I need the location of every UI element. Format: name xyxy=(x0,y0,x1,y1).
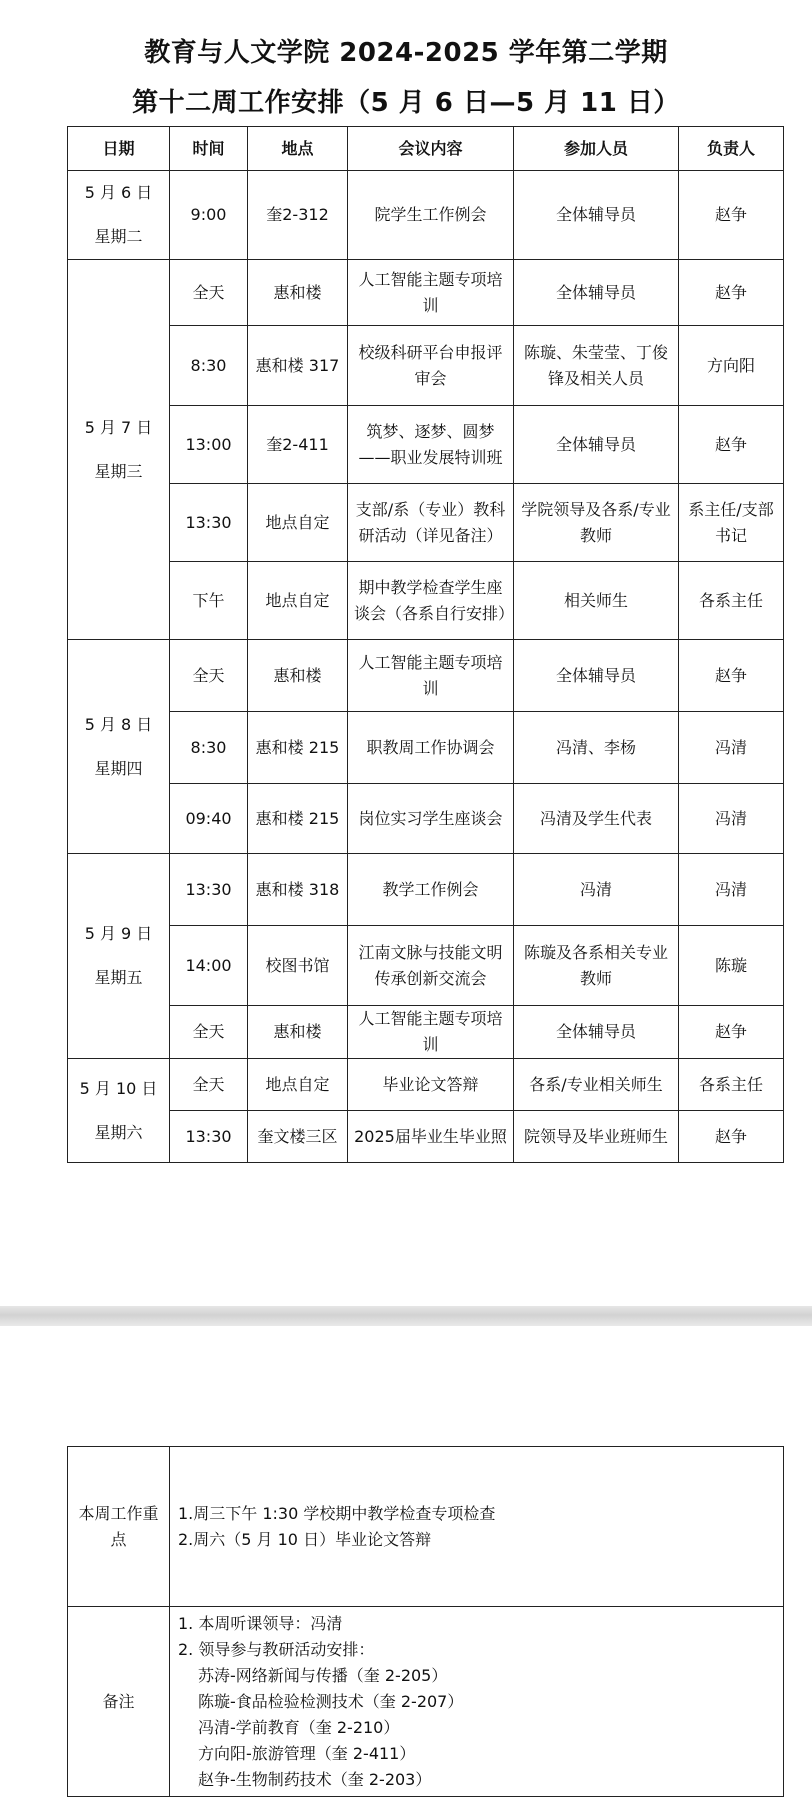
table-row xyxy=(68,1006,784,1059)
focus-item: 2.周六（5 月 10 日）毕业论文答辩 xyxy=(178,1529,432,1549)
people-cell: 全体辅导员 xyxy=(514,640,679,712)
table-row xyxy=(68,484,784,562)
notes-item: 陈璇-食品检验检测技术（奎 2-207） xyxy=(198,1691,464,1711)
place-cell: 惠和楼 xyxy=(248,1006,348,1059)
table-row xyxy=(68,406,784,484)
time-cell: 全天 xyxy=(170,640,248,712)
time-cell: 14:00 xyxy=(170,926,248,1006)
focus-item: 1.周三下午 1:30 学校期中教学检查专项检查 xyxy=(178,1503,496,1523)
notes-item: 方向阳-旅游管理（奎 2-411） xyxy=(198,1743,416,1763)
weekday-text: 星期三 xyxy=(94,461,143,481)
summary-table xyxy=(67,1446,784,1797)
table-row xyxy=(68,562,784,640)
date-cell xyxy=(68,260,170,640)
lead-cell: 赵争 xyxy=(679,640,784,712)
header-content: 会议内容 xyxy=(348,127,514,171)
date-text: 5 月 10 日 xyxy=(79,1078,158,1098)
people-cell: 全体辅导员 xyxy=(514,171,679,260)
time-cell: 全天 xyxy=(170,260,248,326)
weekday-text: 星期五 xyxy=(94,968,143,987)
lead-cell: 赵争 xyxy=(679,1111,784,1163)
weekday-text: 星期六 xyxy=(94,1122,143,1142)
lead-cell: 各系主任 xyxy=(679,1059,784,1111)
lead-cell: 冯清 xyxy=(679,784,784,854)
header-lead: 负责人 xyxy=(679,127,784,171)
table-row xyxy=(68,1059,784,1111)
content-cell: 筑梦、逐梦、圆梦——职业发展特训班 xyxy=(348,406,514,484)
time-cell: 13:00 xyxy=(170,406,248,484)
notes-content xyxy=(170,1607,784,1797)
content-cell: 人工智能主题专项培训 xyxy=(348,1006,514,1059)
notes-item: 冯清-学前教育（奎 2-210） xyxy=(198,1717,400,1737)
notes-row xyxy=(68,1607,784,1797)
people-cell: 冯清及学生代表 xyxy=(514,784,679,854)
focus-row xyxy=(68,1447,784,1607)
notes-label: 备注 xyxy=(68,1607,170,1797)
content-cell: 支部/系（专业）教科研活动（详见备注） xyxy=(348,484,514,562)
table-row xyxy=(68,854,784,926)
place-cell: 惠和楼 317 xyxy=(248,326,348,406)
lead-cell: 陈璇 xyxy=(679,926,784,1006)
content-cell: 江南文脉与技能文明传承创新交流会 xyxy=(348,926,514,1006)
notes-item: 赵争-生物制药技术（奎 2-203） xyxy=(198,1769,432,1789)
place-cell: 奎文楼三区 xyxy=(248,1111,348,1163)
table-row xyxy=(68,712,784,784)
page-2 xyxy=(0,1326,812,1818)
lead-cell: 赵争 xyxy=(679,406,784,484)
weekday-text: 星期二 xyxy=(94,227,143,246)
people-cell: 陈璇及各系相关专业教师 xyxy=(514,926,679,1006)
place-cell: 校图书馆 xyxy=(248,926,348,1006)
time-cell: 8:30 xyxy=(170,712,248,784)
place-cell: 地点自定 xyxy=(248,1059,348,1111)
lead-cell: 赵争 xyxy=(679,1006,784,1059)
date-cell xyxy=(68,171,170,260)
people-cell: 冯清、李杨 xyxy=(514,712,679,784)
people-cell: 各系/专业相关师生 xyxy=(514,1059,679,1111)
time-cell: 全天 xyxy=(170,1006,248,1059)
content-cell: 校级科研平台申报评审会 xyxy=(348,326,514,406)
place-cell: 惠和楼 215 xyxy=(248,784,348,854)
place-cell: 惠和楼 318 xyxy=(248,854,348,926)
table-row xyxy=(68,640,784,712)
date-text: 5 月 7 日 xyxy=(84,417,153,437)
time-cell: 13:30 xyxy=(170,1111,248,1163)
table-row xyxy=(68,171,784,260)
people-cell: 陈璇、朱莹莹、丁俊锋及相关人员 xyxy=(514,326,679,406)
people-cell: 全体辅导员 xyxy=(514,406,679,484)
people-cell: 相关师生 xyxy=(514,562,679,640)
people-cell: 全体辅导员 xyxy=(514,260,679,326)
table-header-row xyxy=(68,127,784,171)
notes-line: 1. 本周听课领导：冯清 xyxy=(178,1613,343,1633)
page-separator xyxy=(0,1306,812,1326)
date-cell xyxy=(68,1059,170,1163)
place-cell: 地点自定 xyxy=(248,562,348,640)
place-cell: 奎2-411 xyxy=(248,406,348,484)
place-cell: 惠和楼 215 xyxy=(248,712,348,784)
table-row xyxy=(68,1111,784,1163)
notes-line: 2. 领导参与教研活动安排： xyxy=(178,1639,375,1659)
lead-cell: 系主任/支部书记 xyxy=(679,484,784,562)
lead-cell: 冯清 xyxy=(679,712,784,784)
place-cell: 奎2-312 xyxy=(248,171,348,260)
focus-label: 本周工作重点 xyxy=(68,1447,170,1607)
schedule-table xyxy=(67,126,784,1163)
people-cell: 学院领导及各系/专业教师 xyxy=(514,484,679,562)
header-date: 日期 xyxy=(68,127,170,171)
date-text: 5 月 8 日 xyxy=(84,714,153,734)
place-cell: 地点自定 xyxy=(248,484,348,562)
lead-cell: 各系主任 xyxy=(679,562,784,640)
header-people: 参加人员 xyxy=(514,127,679,171)
time-cell: 全天 xyxy=(170,1059,248,1111)
content-cell: 人工智能主题专项培训 xyxy=(348,260,514,326)
date-text: 5 月 6 日 xyxy=(84,183,153,202)
lead-cell: 方向阳 xyxy=(679,326,784,406)
time-cell: 8:30 xyxy=(170,326,248,406)
place-cell: 惠和楼 xyxy=(248,260,348,326)
header-time: 时间 xyxy=(170,127,248,171)
time-cell: 09:40 xyxy=(170,784,248,854)
document-title: 教育与人文学院 2024-2025 学年第二学期 xyxy=(144,38,668,68)
content-cell: 2025届毕业生毕业照 xyxy=(348,1111,514,1163)
header-place: 地点 xyxy=(248,127,348,171)
content-cell: 毕业论文答辩 xyxy=(348,1059,514,1111)
weekday-text: 星期四 xyxy=(94,758,143,778)
notes-item: 苏涛-网络新闻与传播（奎 2-205） xyxy=(198,1665,448,1685)
time-cell: 下午 xyxy=(170,562,248,640)
time-cell: 13:30 xyxy=(170,484,248,562)
table-row xyxy=(68,926,784,1006)
time-cell: 13:30 xyxy=(170,854,248,926)
place-cell: 惠和楼 xyxy=(248,640,348,712)
time-cell: 9:00 xyxy=(170,171,248,260)
people-cell: 冯清 xyxy=(514,854,679,926)
content-cell: 职教周工作协调会 xyxy=(348,712,514,784)
table-row xyxy=(68,326,784,406)
focus-content xyxy=(170,1447,784,1607)
content-cell: 期中教学检查学生座谈会（各系自行安排） xyxy=(348,562,514,640)
people-cell: 院领导及毕业班师生 xyxy=(514,1111,679,1163)
date-cell xyxy=(68,640,170,854)
people-cell: 全体辅导员 xyxy=(514,1006,679,1059)
content-cell: 教学工作例会 xyxy=(348,854,514,926)
table-row xyxy=(68,784,784,854)
lead-cell: 赵争 xyxy=(679,260,784,326)
table-row xyxy=(68,260,784,326)
date-cell xyxy=(68,854,170,1059)
lead-cell: 冯清 xyxy=(679,854,784,926)
content-cell: 岗位实习学生座谈会 xyxy=(348,784,514,854)
content-cell: 院学生工作例会 xyxy=(348,171,514,260)
document-subtitle: 第十二周工作安排（5 月 6 日—5 月 11 日） xyxy=(132,88,680,118)
lead-cell: 赵争 xyxy=(679,171,784,260)
content-cell: 人工智能主题专项培训 xyxy=(348,640,514,712)
date-text: 5 月 9 日 xyxy=(84,924,153,943)
